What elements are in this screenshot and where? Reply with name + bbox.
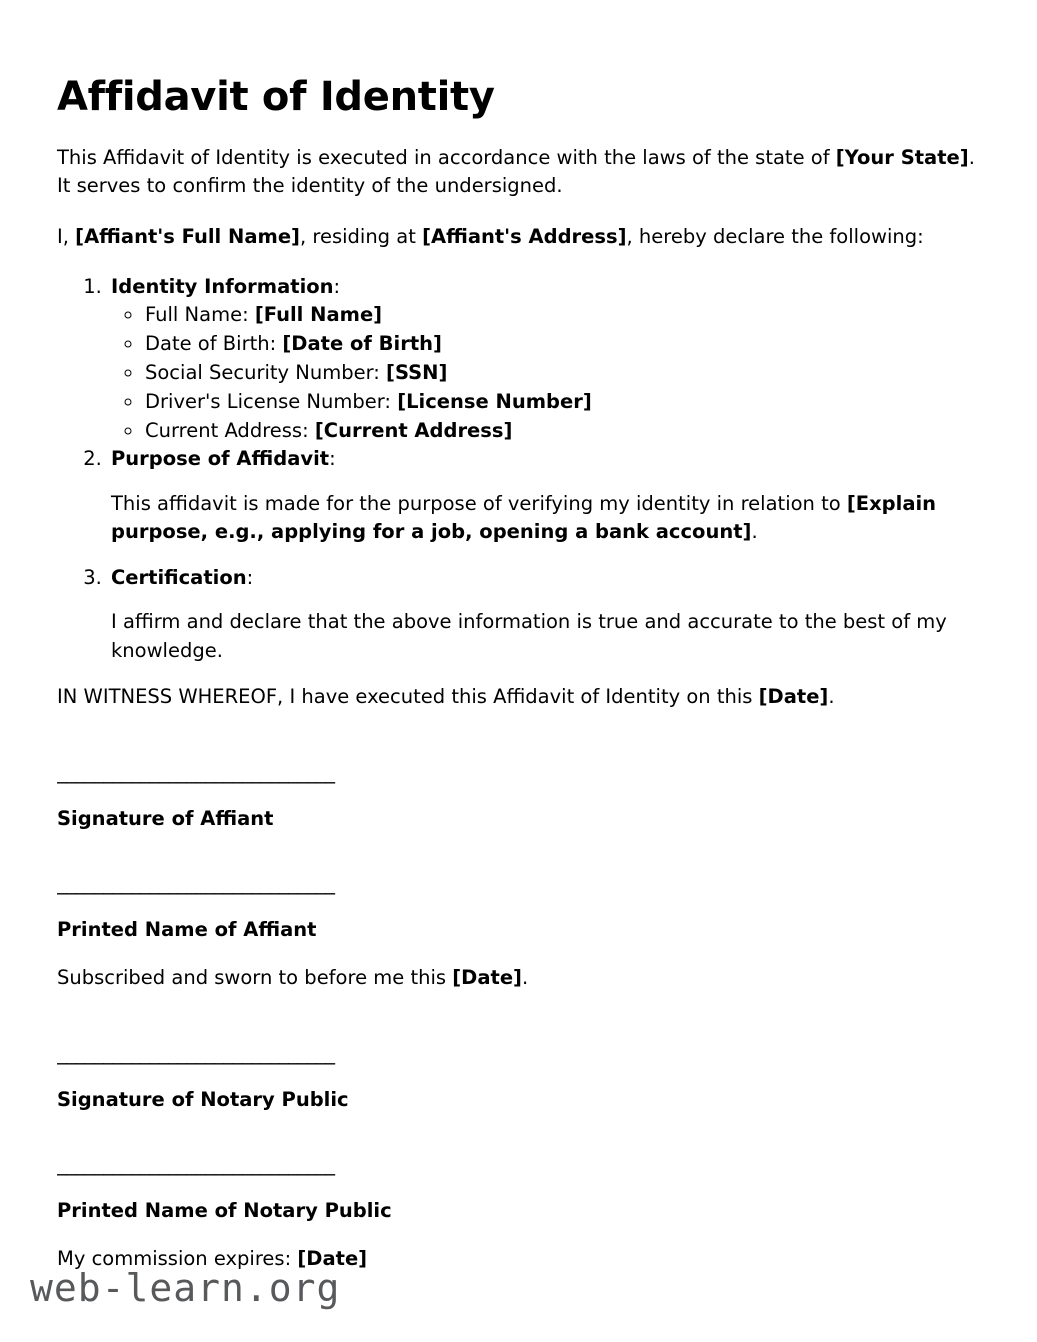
- declaration-paragraph: [57, 223, 980, 251]
- list-item: [144, 330, 980, 359]
- placeholder-sworn-date: [Date]: [452, 965, 522, 989]
- sworn-text-part1: Subscribed and sworn to before me this: [57, 965, 453, 989]
- witness-paragraph: [57, 683, 980, 711]
- intro-text-part2: . It serves to confirm the identity of the undersigned.: [57, 146, 975, 198]
- declaration-text-part3: , hereby declare the following:: [626, 224, 924, 248]
- page-title: Affidavit of Identity: [57, 74, 495, 120]
- clause-heading-suffix: :: [333, 274, 341, 298]
- affiant-printed-name-label: Printed Name of Affiant: [57, 917, 317, 941]
- affiant-printed-name-line: ______________________________: [57, 873, 335, 895]
- placeholder-current-address: [Current Address]: [314, 418, 513, 442]
- clauses-list: [57, 273, 980, 665]
- witness-text-part2: .: [828, 684, 835, 708]
- declaration-text-part2: , residing at: [299, 224, 423, 248]
- clause-identity-information: [108, 273, 980, 446]
- placeholder-explain-purpose: [Explain purpose, e.g., applying for a job, opening a bank account]: [111, 491, 937, 543]
- clause-purpose-of-affidavit: [108, 445, 980, 546]
- declaration-text-part1: I,: [57, 224, 76, 248]
- clause-certification: [108, 564, 980, 665]
- affiant-signature-block: [57, 733, 980, 1273]
- placeholder-witness-date: [Date]: [758, 684, 829, 708]
- notary-printed-name-label: Printed Name of Notary Public: [57, 1198, 392, 1222]
- placeholder-ssn: [SSN]: [386, 360, 448, 384]
- placeholder-affiant-full-name: [Affiant's Full Name]: [75, 224, 300, 248]
- clause-heading-suffix: :: [329, 447, 336, 471]
- placeholder-license-number: [License Number]: [397, 389, 592, 413]
- placeholder-affiant-address: [Affiant's Address]: [422, 224, 627, 248]
- notary-signature-line: ______________________________: [57, 1044, 335, 1066]
- certification-paragraph: I affirm and declare that the above information is true and accurate to the best of my knowledge.: [111, 610, 947, 662]
- purpose-paragraph: [111, 490, 980, 547]
- sworn-text-part2: .: [521, 965, 529, 989]
- intro-paragraph: [57, 144, 980, 201]
- field-label: Date of Birth:: [145, 331, 283, 355]
- sworn-paragraph: [57, 964, 980, 992]
- clause-heading: Purpose of Affidavit: [111, 447, 330, 471]
- notary-signature-label: Signature of Notary Public: [57, 1088, 349, 1112]
- clause-heading-suffix: :: [246, 566, 254, 590]
- placeholder-full-name: [Full Name]: [254, 303, 383, 327]
- affiant-signature-label: Signature of Affiant: [57, 807, 274, 831]
- field-label: Social Security Number:: [145, 360, 387, 384]
- clause-heading: Identity Information: [111, 274, 334, 298]
- list-item: [144, 417, 980, 446]
- purpose-text-part1: This affidavit is made for the purpose of verifying my identity in relation to: [111, 491, 847, 515]
- site-watermark: web-learn.org: [30, 1266, 341, 1310]
- intro-text-part1: This Affidavit of Identity is executed in accordance with the laws of the state of: [57, 146, 836, 169]
- affiant-signature-line: ______________________________: [57, 763, 335, 785]
- witness-text-part1: IN WITNESS WHEREOF, I have executed this Affidavit of Identity on this: [57, 684, 759, 708]
- list-item: [144, 359, 980, 388]
- field-label: Driver's License Number:: [145, 389, 398, 413]
- placeholder-your-state: [Your State]: [835, 146, 969, 169]
- placeholder-commission-date: [Date]: [297, 1246, 368, 1270]
- identity-fields-list: [111, 301, 980, 445]
- purpose-text-part2: .: [751, 519, 758, 543]
- field-label: Full Name:: [145, 303, 255, 327]
- field-label: Current Address:: [145, 418, 315, 442]
- list-item: [144, 388, 980, 417]
- list-item: [144, 301, 980, 330]
- placeholder-date-of-birth: [Date of Birth]: [282, 331, 442, 355]
- clause-heading: Certification: [111, 566, 247, 590]
- notary-printed-name-line: ______________________________: [57, 1154, 335, 1176]
- commission-text-part1: My commission expires:: [57, 1246, 298, 1270]
